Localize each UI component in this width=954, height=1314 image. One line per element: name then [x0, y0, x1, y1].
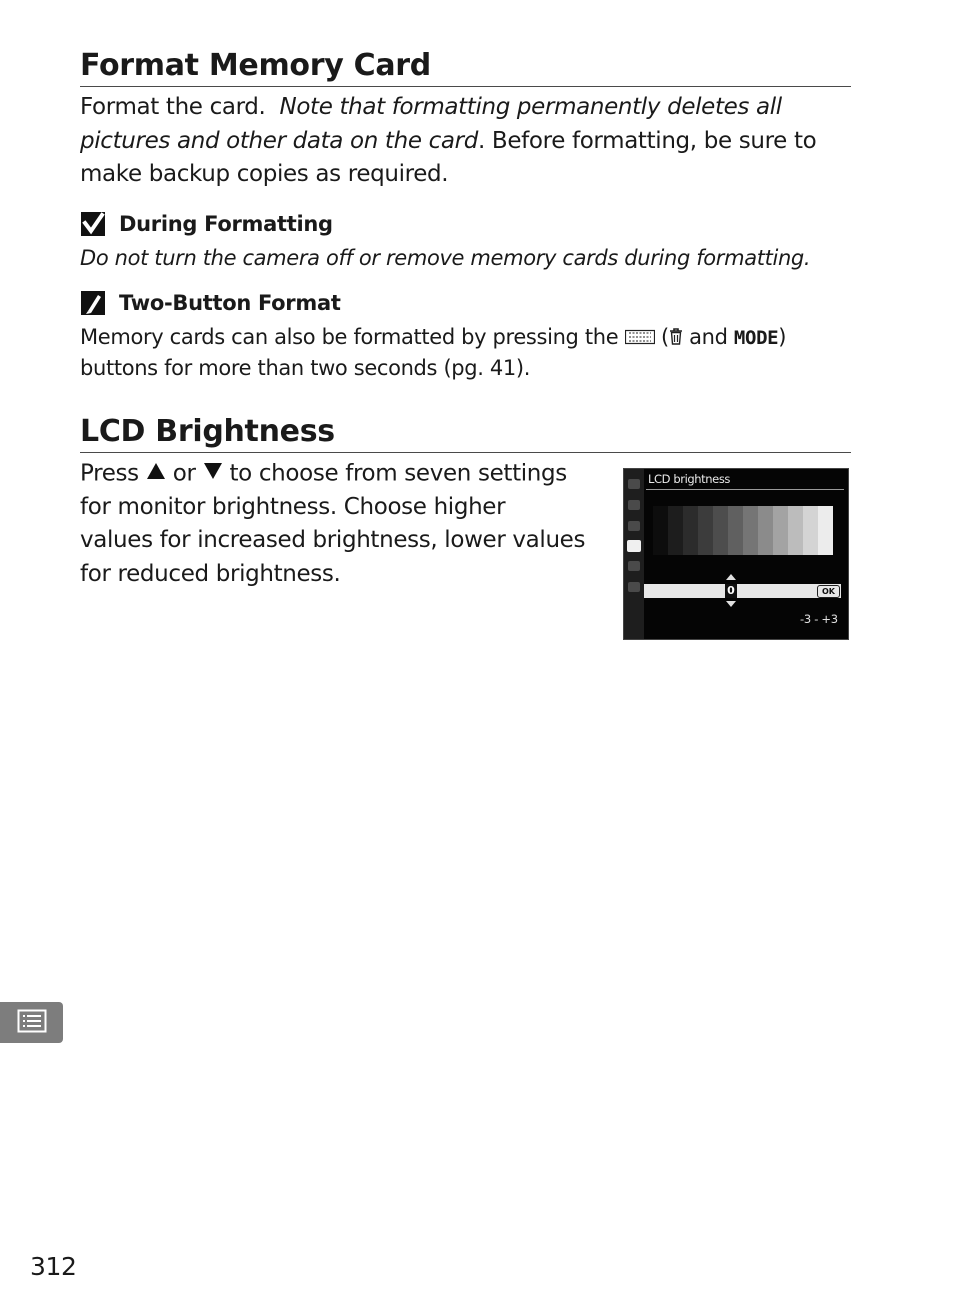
section-title-format-memory-card: Format Memory Card [80, 46, 851, 87]
gray-bar-3 [683, 506, 698, 555]
format-button-icon [625, 323, 655, 353]
brightness-range: -3 - +3 [800, 612, 838, 626]
playback-menu-icon [628, 479, 640, 489]
text-format-card: Format the card. [80, 94, 266, 120]
trash-icon [669, 323, 683, 353]
gray-bar-5 [713, 506, 728, 555]
lcd-brightness-description [80, 457, 585, 591]
menu-list-icon [17, 1009, 47, 1037]
gray-bar-11 [803, 506, 818, 555]
gray-bar-8 [758, 506, 773, 555]
text-backup-1: . Before formatting, be sure to [477, 127, 817, 154]
brightness-slider [644, 584, 841, 598]
text-press: Press [80, 460, 139, 487]
text-backup-2: make backup copies as required. [80, 161, 449, 187]
text-and: and [689, 325, 728, 349]
gray-bar-12 [818, 506, 833, 555]
text-paren-open: ( [660, 325, 669, 349]
gray-bar-4 [698, 506, 713, 555]
ok-icon: OK [817, 585, 840, 598]
recent-settings-icon [628, 582, 640, 592]
arrow-down-icon [726, 601, 736, 607]
camera-screen-title: LCD brightness [648, 472, 731, 486]
text-warning-1: Note that formatting permanently deletes all [279, 94, 782, 120]
text-two-button-1: Memory cards can also be formatted by pressing the [80, 325, 619, 349]
arrow-up-icon [726, 574, 736, 580]
note-two-button-format-text [80, 322, 786, 383]
note-title-two-button-format: Two-Button Format [119, 291, 341, 315]
camera-menu-tabs [624, 469, 644, 639]
gray-bar-9 [773, 506, 788, 555]
retouch-menu-icon [628, 561, 640, 571]
text-brightness-line-3: values for increased brightness, lower values [80, 527, 586, 554]
gray-bar-6 [728, 506, 743, 555]
divider [646, 489, 844, 490]
camera-lcd-brightness-screen [623, 468, 849, 640]
text-brightness-line-2: for monitor brightness. Choose higher [80, 493, 506, 520]
gray-bar-10 [788, 506, 803, 555]
triangle-up-icon [146, 457, 166, 491]
section-tab [0, 1002, 63, 1043]
triangle-down-icon [203, 457, 223, 491]
text-two-button-2: buttons for more than two seconds (pg. 41). [80, 356, 531, 380]
brightness-value: 0 [725, 584, 737, 598]
note-title-during-formatting: During Formatting [119, 212, 333, 236]
note-during-formatting-text: Do not turn the camera off or remove memory cards during formatting. [80, 246, 811, 270]
mode-button-label: MODE [733, 327, 779, 349]
setup-menu-icon [627, 540, 641, 552]
page-number: 312 [30, 1252, 77, 1281]
gray-bar-7 [743, 506, 758, 555]
custom-settings-icon [628, 521, 640, 531]
note-during-formatting-heading [80, 210, 333, 238]
text-warning-2: pictures and other data on the card [80, 127, 478, 154]
pencil-note-icon [80, 290, 106, 316]
gray-bar-2 [668, 506, 683, 555]
shooting-menu-icon [628, 500, 640, 510]
text-choose-settings: to choose from seven settings [229, 460, 567, 487]
checkmark-caution-icon [80, 211, 106, 237]
text-paren-close: ) [778, 325, 787, 349]
section-title-lcd-brightness: LCD Brightness [80, 412, 851, 453]
gray-bar-1 [653, 506, 668, 555]
text-or: or [172, 460, 196, 487]
format-description [80, 91, 816, 192]
note-two-button-format-heading [80, 289, 341, 317]
text-brightness-line-4: for reduced brightness. [80, 560, 341, 587]
brightness-gray-bars [653, 506, 833, 555]
